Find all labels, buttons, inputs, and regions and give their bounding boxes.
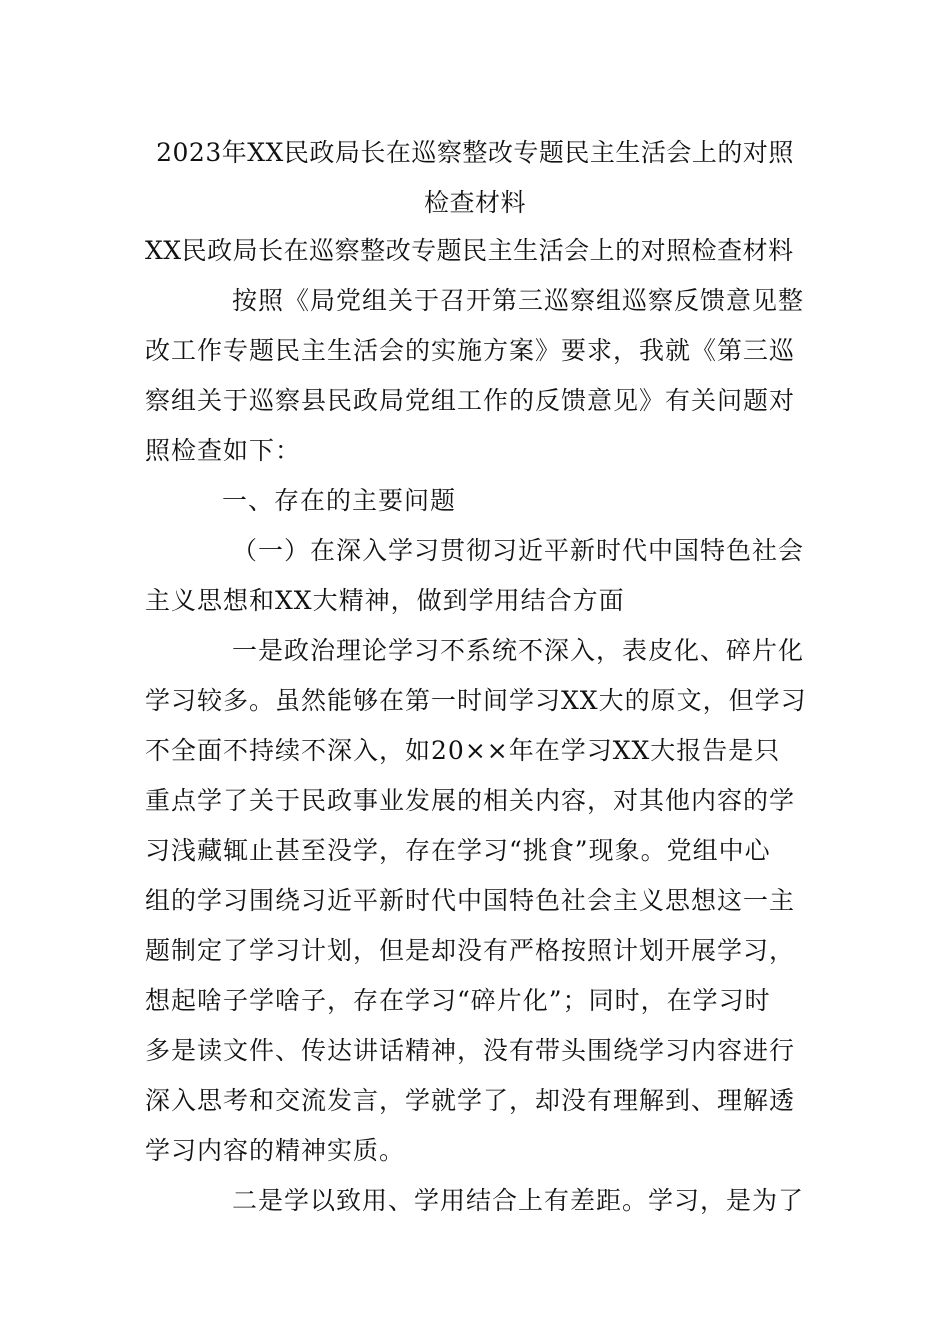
body-line: 一是政治理论学习不系统不深入，表皮化、碎片化: [232, 636, 805, 665]
body-line: 不全面不持续不深入，如20××年在学习XX大报告是只: [145, 736, 781, 765]
body-line: 二是学以致用、学用结合上有差距。学习，是为了: [232, 1186, 805, 1215]
body-line: 多是读文件、传达讲话精神，没有带头围绕学习内容进行: [145, 1036, 796, 1065]
document-subtitle: XX民政局长在巡察整改专题民主生活会上的对照检查材料: [145, 236, 794, 265]
body-line: 察组关于巡察县民政局党组工作的反馈意见》有关问题对: [145, 386, 796, 415]
body-line: 重点学了关于民政事业发展的相关内容，对其他内容的学: [145, 786, 796, 815]
body-line: 学习内容的精神实质。: [145, 1136, 406, 1165]
document-title-line-2: 检查材料: [423, 188, 526, 217]
body-line: 深入思考和交流发言，学就学了，却没有理解到、理解透: [145, 1086, 796, 1115]
section-heading: 一、存在的主要问题: [222, 486, 457, 515]
body-line: 按照《局党组关于召开第三巡察组巡察反馈意见整: [232, 286, 805, 315]
body-line: 照检查如下：: [145, 436, 302, 465]
document-title-line-1: 2023年XX民政局长在巡察整改专题民主生活会上的对照: [156, 138, 794, 167]
body-line: 组的学习围绕习近平新时代中国特色社会主义思想这一主: [145, 886, 796, 915]
subsection-heading-continued: 主义思想和XX大精神，做到学用结合方面: [145, 586, 625, 615]
body-line: 改工作专题民主生活会的实施方案》要求，我就《第三巡: [145, 336, 796, 365]
body-line: 习浅藏辄止甚至没学，存在学习“挑食”现象。党组中心: [145, 836, 771, 865]
body-line: 想起啥子学啥子，存在学习“碎片化”；同时，在学习时: [145, 986, 771, 1015]
body-line: 学习较多。虽然能够在第一时间学习XX大的原文，但学习: [145, 686, 807, 715]
subsection-heading: （一）在深入学习贯彻习近平新时代中国特色社会: [232, 536, 805, 565]
body-line: 题制定了学习计划，但是却没有严格按照计划开展学习，: [145, 936, 796, 965]
